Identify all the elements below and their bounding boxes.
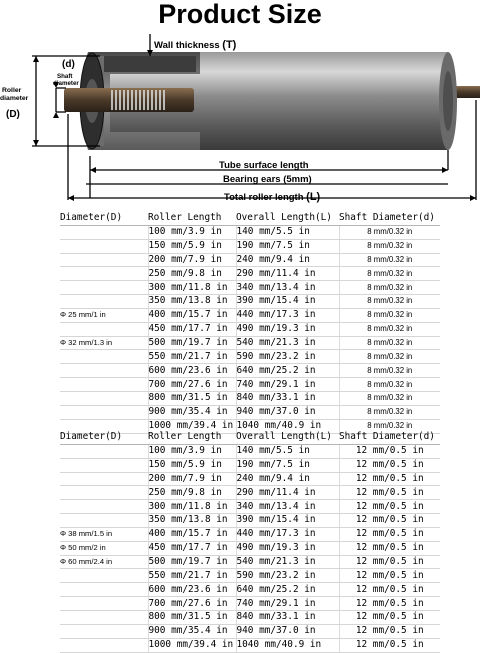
cell-roller-length: 800 mm/31.5 in: [148, 610, 236, 624]
cell-shaft-diameter: 12 mm/0.5 in: [339, 583, 440, 597]
cell-overall-length: 490 mm/19.3 in: [236, 322, 339, 336]
cell-overall-length: 640 mm/25.2 in: [236, 364, 339, 378]
cell-overall-length: 840 mm/33.1 in: [236, 610, 339, 624]
table-row: [60, 569, 440, 583]
cell-overall-length: 640 mm/25.2 in: [236, 583, 339, 597]
cell-diameter: [60, 458, 148, 472]
table-row: [60, 472, 440, 486]
cell-roller-length: 900 mm/35.4 in: [148, 405, 236, 419]
cell-diameter: Φ 50 mm/2 in: [60, 541, 148, 555]
cell-roller-length: 300 mm/11.8 in: [148, 500, 236, 514]
table-row: [60, 308, 440, 322]
cell-roller-length: 100 mm/3.9 in: [148, 444, 236, 458]
cell-overall-length: 390 mm/15.4 in: [236, 514, 339, 528]
cell-overall-length: 940 mm/37.0 in: [236, 624, 339, 638]
cell-roller-length: 350 mm/13.8 in: [148, 514, 236, 528]
cell-roller-length: 250 mm/9.8 in: [148, 267, 236, 281]
table-row: [60, 267, 440, 281]
cell-overall-length: 1040 mm/40.9 in: [236, 419, 339, 433]
cell-diameter: [60, 378, 148, 392]
cell-roller-length: 1000 mm/39.4 in: [148, 419, 236, 433]
roller-diagram: [0, 28, 480, 208]
cell-shaft-diameter: 12 mm/0.5 in: [339, 624, 440, 638]
cell-roller-length: 900 mm/35.4 in: [148, 624, 236, 638]
cell-shaft-diameter: 12 mm/0.5 in: [339, 486, 440, 500]
cell-shaft-diameter: 12 mm/0.5 in: [339, 444, 440, 458]
table-row: [60, 295, 440, 309]
header-overall-length: Overall Length(L): [236, 212, 339, 225]
cell-roller-length: 550 mm/21.7 in: [148, 350, 236, 364]
cell-shaft-diameter: 8 mm/0.32 in: [339, 239, 440, 253]
cell-overall-length: 340 mm/13.4 in: [236, 500, 339, 514]
cell-diameter: [60, 624, 148, 638]
cell-shaft-diameter: 12 mm/0.5 in: [339, 500, 440, 514]
table-row: [60, 624, 440, 638]
header-diameter: Diameter(D): [60, 431, 148, 444]
table-row: [60, 350, 440, 364]
table-row: [60, 253, 440, 267]
table-row: [60, 225, 440, 239]
table-row: [60, 583, 440, 597]
roller-diameter-label-2: diameter: [0, 95, 29, 102]
header-diameter: Diameter(D): [60, 212, 148, 225]
cell-overall-length: 290 mm/11.4 in: [236, 267, 339, 281]
cell-diameter: [60, 500, 148, 514]
table-row: [60, 239, 440, 253]
cell-diameter: [60, 514, 148, 528]
cell-roller-length: 800 mm/31.5 in: [148, 391, 236, 405]
roller-diameter-symbol: (D): [6, 109, 20, 120]
shaft-left: [64, 88, 194, 112]
roller-diameter-label-1: Roller: [2, 87, 22, 94]
bearing-ears-label: Bearing ears (5mm): [223, 174, 312, 185]
cell-roller-length: 150 mm/5.9 in: [148, 239, 236, 253]
cell-shaft-diameter: 12 mm/0.5 in: [339, 527, 440, 541]
shaft-diameter-label-1: Shaft: [57, 73, 73, 80]
cell-roller-length: 300 mm/11.8 in: [148, 281, 236, 295]
header-roller-length: Roller Length: [148, 212, 236, 225]
cell-diameter: [60, 597, 148, 611]
size-table-2: [60, 431, 440, 653]
cell-shaft-diameter: 8 mm/0.32 in: [339, 350, 440, 364]
table-row: [60, 610, 440, 624]
cell-roller-length: 150 mm/5.9 in: [148, 458, 236, 472]
cell-roller-length: 400 mm/15.7 in: [148, 308, 236, 322]
table-row: [60, 597, 440, 611]
cell-roller-length: 350 mm/13.8 in: [148, 295, 236, 309]
table-row: [60, 281, 440, 295]
cell-diameter: [60, 391, 148, 405]
header-overall-length: Overall Length(L): [236, 431, 339, 444]
cell-diameter: Φ 32 mm/1.3 in: [60, 336, 148, 350]
table-row: [60, 364, 440, 378]
cell-roller-length: 700 mm/27.6 in: [148, 378, 236, 392]
wall-thickness-label: Wall thickness (T): [154, 39, 237, 51]
cell-diameter: [60, 569, 148, 583]
cell-diameter: Φ 25 mm/1 in: [60, 308, 148, 322]
cell-overall-length: 190 mm/7.5 in: [236, 458, 339, 472]
cell-diameter: Φ 60 mm/2.4 in: [60, 555, 148, 569]
cell-shaft-diameter: 12 mm/0.5 in: [339, 555, 440, 569]
shaft-d-label: (d): [62, 59, 75, 70]
cell-shaft-diameter: 12 mm/0.5 in: [339, 458, 440, 472]
cell-shaft-diameter: 8 mm/0.32 in: [339, 364, 440, 378]
cell-shaft-diameter: 12 mm/0.5 in: [339, 472, 440, 486]
cell-diameter: [60, 267, 148, 281]
cell-shaft-diameter: 12 mm/0.5 in: [339, 514, 440, 528]
table-row: [60, 458, 440, 472]
page-title: Product Size: [158, 0, 322, 29]
shaft-diameter-label-2: diameter: [53, 80, 79, 87]
cell-diameter: [60, 444, 148, 458]
cell-shaft-diameter: 8 mm/0.32 in: [339, 308, 440, 322]
cell-overall-length: 140 mm/5.5 in: [236, 444, 339, 458]
cell-roller-length: 1000 mm/39.4 in: [148, 638, 236, 652]
cell-shaft-diameter: 8 mm/0.32 in: [339, 295, 440, 309]
cell-diameter: [60, 486, 148, 500]
cell-shaft-diameter: 8 mm/0.32 in: [339, 336, 440, 350]
cell-shaft-diameter: 8 mm/0.32 in: [339, 281, 440, 295]
cell-shaft-diameter: 8 mm/0.32 in: [339, 378, 440, 392]
table-row: [60, 444, 440, 458]
cell-diameter: [60, 583, 148, 597]
header-shaft-diameter: Shaft Diameter(d): [339, 212, 440, 225]
cell-diameter: [60, 472, 148, 486]
cell-roller-length: 550 mm/21.7 in: [148, 569, 236, 583]
cell-overall-length: 290 mm/11.4 in: [236, 486, 339, 500]
cell-overall-length: 240 mm/9.4 in: [236, 472, 339, 486]
cell-diameter: [60, 364, 148, 378]
cell-roller-length: 700 mm/27.6 in: [148, 597, 236, 611]
cell-diameter: [60, 610, 148, 624]
cell-roller-length: 450 mm/17.7 in: [148, 322, 236, 336]
cell-shaft-diameter: 8 mm/0.32 in: [339, 322, 440, 336]
tube-surface-length-label: Tube surface length: [219, 160, 309, 171]
cell-shaft-diameter: 8 mm/0.32 in: [339, 267, 440, 281]
table-row: [60, 405, 440, 419]
table-row: [60, 555, 440, 569]
cell-shaft-diameter: 12 mm/0.5 in: [339, 597, 440, 611]
cell-diameter: [60, 253, 148, 267]
size-table-1: [60, 212, 440, 434]
cell-diameter: [60, 239, 148, 253]
cell-diameter: [60, 295, 148, 309]
cell-roller-length: 450 mm/17.7 in: [148, 541, 236, 555]
table-row: [60, 378, 440, 392]
cell-overall-length: 490 mm/19.3 in: [236, 541, 339, 555]
table-row: [60, 527, 440, 541]
cell-roller-length: 100 mm/3.9 in: [148, 225, 236, 239]
cell-shaft-diameter: 8 mm/0.32 in: [339, 405, 440, 419]
cell-roller-length: 400 mm/15.7 in: [148, 527, 236, 541]
cell-shaft-diameter: 12 mm/0.5 in: [339, 569, 440, 583]
table-row: [60, 322, 440, 336]
table-row: [60, 514, 440, 528]
cell-shaft-diameter: 8 mm/0.32 in: [339, 253, 440, 267]
cell-overall-length: 590 mm/23.2 in: [236, 350, 339, 364]
total-roller-length-label: Total roller length (L): [224, 191, 321, 203]
cell-diameter: [60, 281, 148, 295]
cell-roller-length: 500 mm/19.7 in: [148, 336, 236, 350]
table-row: [60, 500, 440, 514]
cell-overall-length: 540 mm/21.3 in: [236, 555, 339, 569]
cell-diameter: [60, 350, 148, 364]
cell-overall-length: 240 mm/9.4 in: [236, 253, 339, 267]
table-row: [60, 486, 440, 500]
cell-shaft-diameter: 8 mm/0.32 in: [339, 225, 440, 239]
cell-overall-length: 590 mm/23.2 in: [236, 569, 339, 583]
cell-roller-length: 500 mm/19.7 in: [148, 555, 236, 569]
table-row: [60, 541, 440, 555]
cell-overall-length: 940 mm/37.0 in: [236, 405, 339, 419]
cell-diameter: [60, 638, 148, 652]
cell-overall-length: 140 mm/5.5 in: [236, 225, 339, 239]
cell-overall-length: 190 mm/7.5 in: [236, 239, 339, 253]
table-row: [60, 391, 440, 405]
cell-diameter: [60, 322, 148, 336]
cell-overall-length: 440 mm/17.3 in: [236, 308, 339, 322]
cell-overall-length: 340 mm/13.4 in: [236, 281, 339, 295]
cell-roller-length: 200 mm/7.9 in: [148, 472, 236, 486]
cell-diameter: [60, 225, 148, 239]
cell-shaft-diameter: 12 mm/0.5 in: [339, 610, 440, 624]
cell-shaft-diameter: 12 mm/0.5 in: [339, 638, 440, 652]
cell-overall-length: 540 mm/21.3 in: [236, 336, 339, 350]
cell-overall-length: 740 mm/29.1 in: [236, 378, 339, 392]
cell-roller-length: 250 mm/9.8 in: [148, 486, 236, 500]
cell-overall-length: 440 mm/17.3 in: [236, 527, 339, 541]
table-header-row: [60, 431, 440, 444]
cell-roller-length: 600 mm/23.6 in: [148, 583, 236, 597]
cell-overall-length: 740 mm/29.1 in: [236, 597, 339, 611]
table-header-row: [60, 212, 440, 225]
cell-overall-length: 390 mm/15.4 in: [236, 295, 339, 309]
table-row: [60, 638, 440, 652]
cell-shaft-diameter: 12 mm/0.5 in: [339, 541, 440, 555]
header-shaft-diameter: Shaft Diameter(d): [339, 431, 440, 444]
cell-shaft-diameter: 8 mm/0.32 in: [339, 391, 440, 405]
cell-overall-length: 1040 mm/40.9 in: [236, 638, 339, 652]
cell-overall-length: 840 mm/33.1 in: [236, 391, 339, 405]
cell-diameter: Φ 38 mm/1.5 in: [60, 527, 148, 541]
cell-roller-length: 200 mm/7.9 in: [148, 253, 236, 267]
cell-shaft-diameter: 8 mm/0.32 in: [339, 419, 440, 433]
cell-roller-length: 600 mm/23.6 in: [148, 364, 236, 378]
table-row: [60, 336, 440, 350]
header-roller-length: Roller Length: [148, 431, 236, 444]
cell-diameter: [60, 405, 148, 419]
